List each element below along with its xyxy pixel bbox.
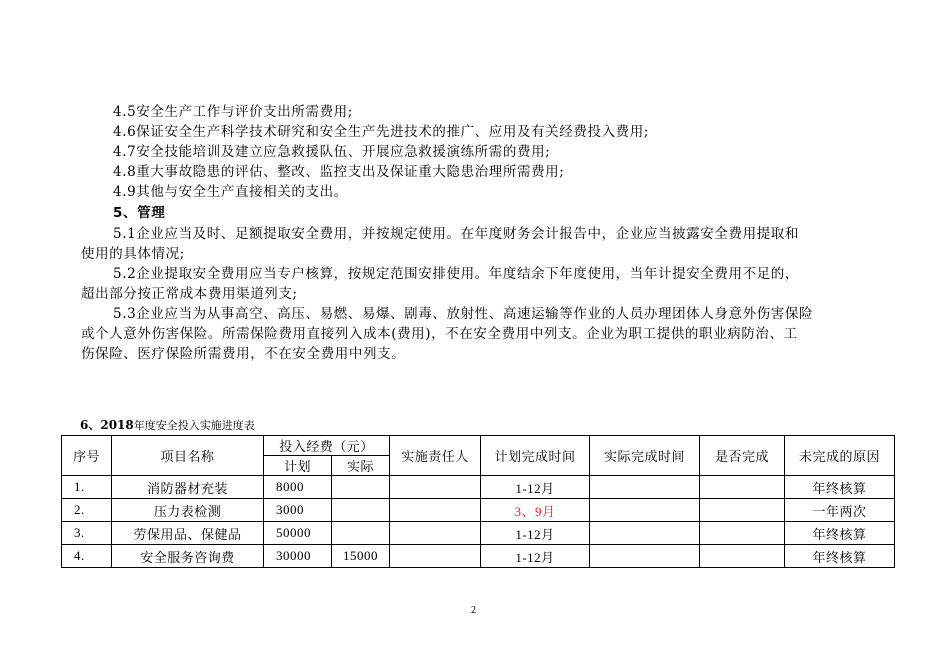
row-actual xyxy=(332,476,390,499)
table-row xyxy=(62,476,895,499)
header-item: 项目名称 xyxy=(112,436,264,476)
progress-table xyxy=(61,435,895,568)
table-title-text: 年度安全投入实施进度表 xyxy=(133,419,255,432)
para-5-1-line2: 使用的具体情况; xyxy=(81,246,185,262)
row-item: 劳保用品、保健品 xyxy=(112,522,264,545)
row-plan-time: 1-12月 xyxy=(481,545,590,568)
row-plan: 50000 xyxy=(264,522,332,545)
row-reason: 一年两次 xyxy=(785,499,895,522)
table-row xyxy=(62,499,895,522)
row-plan-time: 3、9月 xyxy=(481,499,590,522)
row-reason: 年终核算 xyxy=(785,545,895,568)
row-plan-time: 1-12月 xyxy=(481,476,590,499)
item-4-8: 4.8重大事故隐患的评估、整改、监控支出及保证重大隐患治理所需费用; xyxy=(113,164,565,180)
row-done xyxy=(700,499,785,522)
row-seq: 3. xyxy=(62,522,112,545)
header-plan: 计划 xyxy=(264,456,332,476)
row-item: 消防器材充装 xyxy=(112,476,264,499)
row-seq: 4. xyxy=(62,545,112,568)
row-seq: 1. xyxy=(62,476,112,499)
row-plan: 3000 xyxy=(264,499,332,522)
row-item: 安全服务咨询费 xyxy=(112,545,264,568)
table-title-prefix: 6、2018 xyxy=(80,418,134,432)
para-5-3-line1: 5.3企业应当为从事高空、高压、易燃、易爆、剧毒、放射性、高速运输等作业的人员办理团体人身意外伤害保险 xyxy=(113,306,814,322)
row-seq: 2. xyxy=(62,499,112,522)
row-owner xyxy=(390,476,481,499)
row-owner xyxy=(390,522,481,545)
table-row xyxy=(62,545,895,568)
row-actual-time xyxy=(590,545,700,568)
row-done xyxy=(700,476,785,499)
row-reason: 年终核算 xyxy=(785,476,895,499)
section-5-heading: 5、管理 xyxy=(113,205,166,221)
para-5-2-line1: 5.2企业提取安全费用应当专户核算，按规定范围安排使用。年度结余下年度使用，当年计提安全费用不足的， xyxy=(113,266,799,282)
item-4-5: 4.5安全生产工作与评价支出所需费用; xyxy=(113,104,353,120)
row-item: 压力表检测 xyxy=(112,499,264,522)
row-actual-time xyxy=(590,499,700,522)
para-5-2-line2: 超出部分按正常成本费用渠道列支; xyxy=(81,286,298,302)
row-owner xyxy=(390,499,481,522)
row-done xyxy=(700,545,785,568)
row-actual-time xyxy=(590,476,700,499)
header-reason: 未完成的原因 xyxy=(785,436,895,476)
header-owner: 实施责任人 xyxy=(390,436,481,476)
header-seq: 序号 xyxy=(62,436,112,476)
row-reason: 年终核算 xyxy=(785,522,895,545)
row-plan: 30000 xyxy=(264,545,332,568)
row-actual-time xyxy=(590,522,700,545)
header-done: 是否完成 xyxy=(700,436,785,476)
row-plan: 8000 xyxy=(264,476,332,499)
table-row xyxy=(62,522,895,545)
para-5-3-line3: 伤保险、医疗保险所需费用，不在安全费用中列支。 xyxy=(81,346,406,362)
header-actual-time: 实际完成时间 xyxy=(590,436,700,476)
row-owner xyxy=(390,545,481,568)
row-plan-time: 1-12月 xyxy=(481,522,590,545)
row-actual xyxy=(332,499,390,522)
row-done xyxy=(700,522,785,545)
table-title xyxy=(80,416,255,433)
header-plan-time: 计划完成时间 xyxy=(481,436,590,476)
header-invest: 投入经费（元） xyxy=(264,436,390,456)
para-5-3-line2: 或个人意外伤害保险。所需保险费用直接列入成本(费用)，不在安全费用中列支。企业为职工提供的职业病防治、工 xyxy=(81,326,798,342)
item-4-6: 4.6保证安全生产科学技术研究和安全生产先进技术的推广、应用及有关经费投入费用; xyxy=(113,124,650,140)
item-4-7: 4.7安全技能培训及建立应急救援队伍、开展应急救援演练所需的费用; xyxy=(113,144,551,160)
para-5-1-line1: 5.1企业应当及时、足额提取安全费用，并按规定使用。在年度财务会计报告中，企业应当披露安全费用提取和 xyxy=(113,226,799,242)
table-header-row xyxy=(62,436,895,456)
row-actual: 15000 xyxy=(332,545,390,568)
item-4-9: 4.9其他与安全生产直接相关的支出。 xyxy=(113,184,348,200)
row-actual xyxy=(332,522,390,545)
header-actual: 实际 xyxy=(332,456,390,476)
page-number: 2 xyxy=(471,605,476,616)
